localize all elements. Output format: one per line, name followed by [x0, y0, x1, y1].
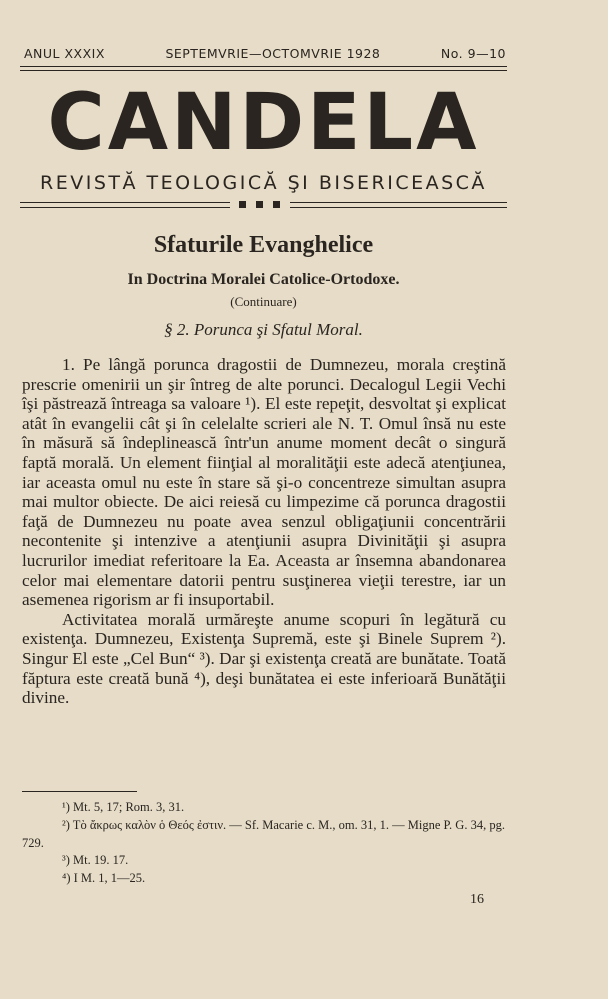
- continued-note: (Continuare): [230, 294, 297, 309]
- footnote-rule: [22, 791, 137, 792]
- article-title: Sfaturile Evanghelice: [153, 232, 374, 258]
- divider-line-left: [20, 202, 230, 208]
- article-subtitle: In Doctrina Moralei Catolice-Ortodoxe.: [127, 271, 400, 288]
- volume-label: ANUL XXXIX: [24, 46, 105, 61]
- divider-square: [273, 201, 280, 208]
- paragraph-2: Activitatea morală urmăreşte anume scopuri în legătură cu existenţa. Dumnezeu, Existenţa Supremă, este şi Binele Suprem ²). Singur El este „Cel Bun“ ³). Dar şi existenţa creată are bunătate. Toată făptura este creată bună ⁴), deşi bunătatea ei este inferioară Bunătăţii divine.: [22, 609, 506, 708]
- footnote-2: ²) Τὸ ἄκρως καλὸν ὁ Θεός ἐστιν. — Sf. Macarie c. M., om. 31, 1. — Migne P. G. 34, pg. 729.: [22, 817, 505, 850]
- header-rule-thin: [20, 70, 507, 71]
- ornamental-divider: [20, 200, 507, 214]
- page-number: 16: [470, 892, 484, 907]
- footnote-4: ⁴) I M. 1, 1—25.: [62, 871, 146, 886]
- divider-line-right: [290, 202, 507, 208]
- header-rule: [20, 66, 507, 67]
- article-body: [22, 355, 506, 708]
- masthead-title: CANDELA: [47, 78, 480, 168]
- divider-square: [256, 201, 263, 208]
- masthead-subtitle: REVISTĂ TEOLOGICĂ ŞI BISERICEASCĂ: [40, 172, 487, 194]
- paragraph-1: 1. Pe lângă porunca dragostii de Dumnezeu, morala creştină prescrie omenirii un şir întreg de alte porunci. Decalogul Legii Vechi îşi păstrează întreaga sa valoare ¹). El este repeţit, desvoltat şi explicat atât în evangelii cât şi în celelalte scrieri ale N. T. Omul însă nu este în măsură să îndeplinească într'un anume moment decât o singură faptă morală. Un element fiinţial al moralităţii este adecă atenţiunea, iar aceasta omul nu este în stare să şi-o concentreze simultan asupra mai multor obiecte. De aici reiesă cu limpezime că porunca dragostii faţă de Dumnezeu nu poate avea senzul obligaţiunii concentrării necontenite şi intenzive a atenţiunii asupra Divinităţii şi asupra lucrurilor imediat referitoare la Ea. Aceasta ar însemna abandonarea celor mai elementare datorii pentru susţinerea vieţii terestre, iar un asemenea rigorism ar fi insuportabil.: [22, 355, 506, 610]
- running-header: [24, 46, 506, 61]
- months-label: SEPTEMVRIE—OCTOMVRIE 1928: [165, 46, 381, 61]
- divider-square: [239, 201, 246, 208]
- footnote-3: ³) Mt. 19. 17.: [62, 853, 129, 868]
- footnotes: [22, 799, 506, 888]
- footnote-1: ¹) Mt. 5, 17; Rom. 3, 31.: [62, 800, 185, 814]
- issue-label: No. 9—10: [440, 46, 506, 61]
- section-heading: § 2. Porunca şi Sfatul Moral.: [164, 320, 363, 339]
